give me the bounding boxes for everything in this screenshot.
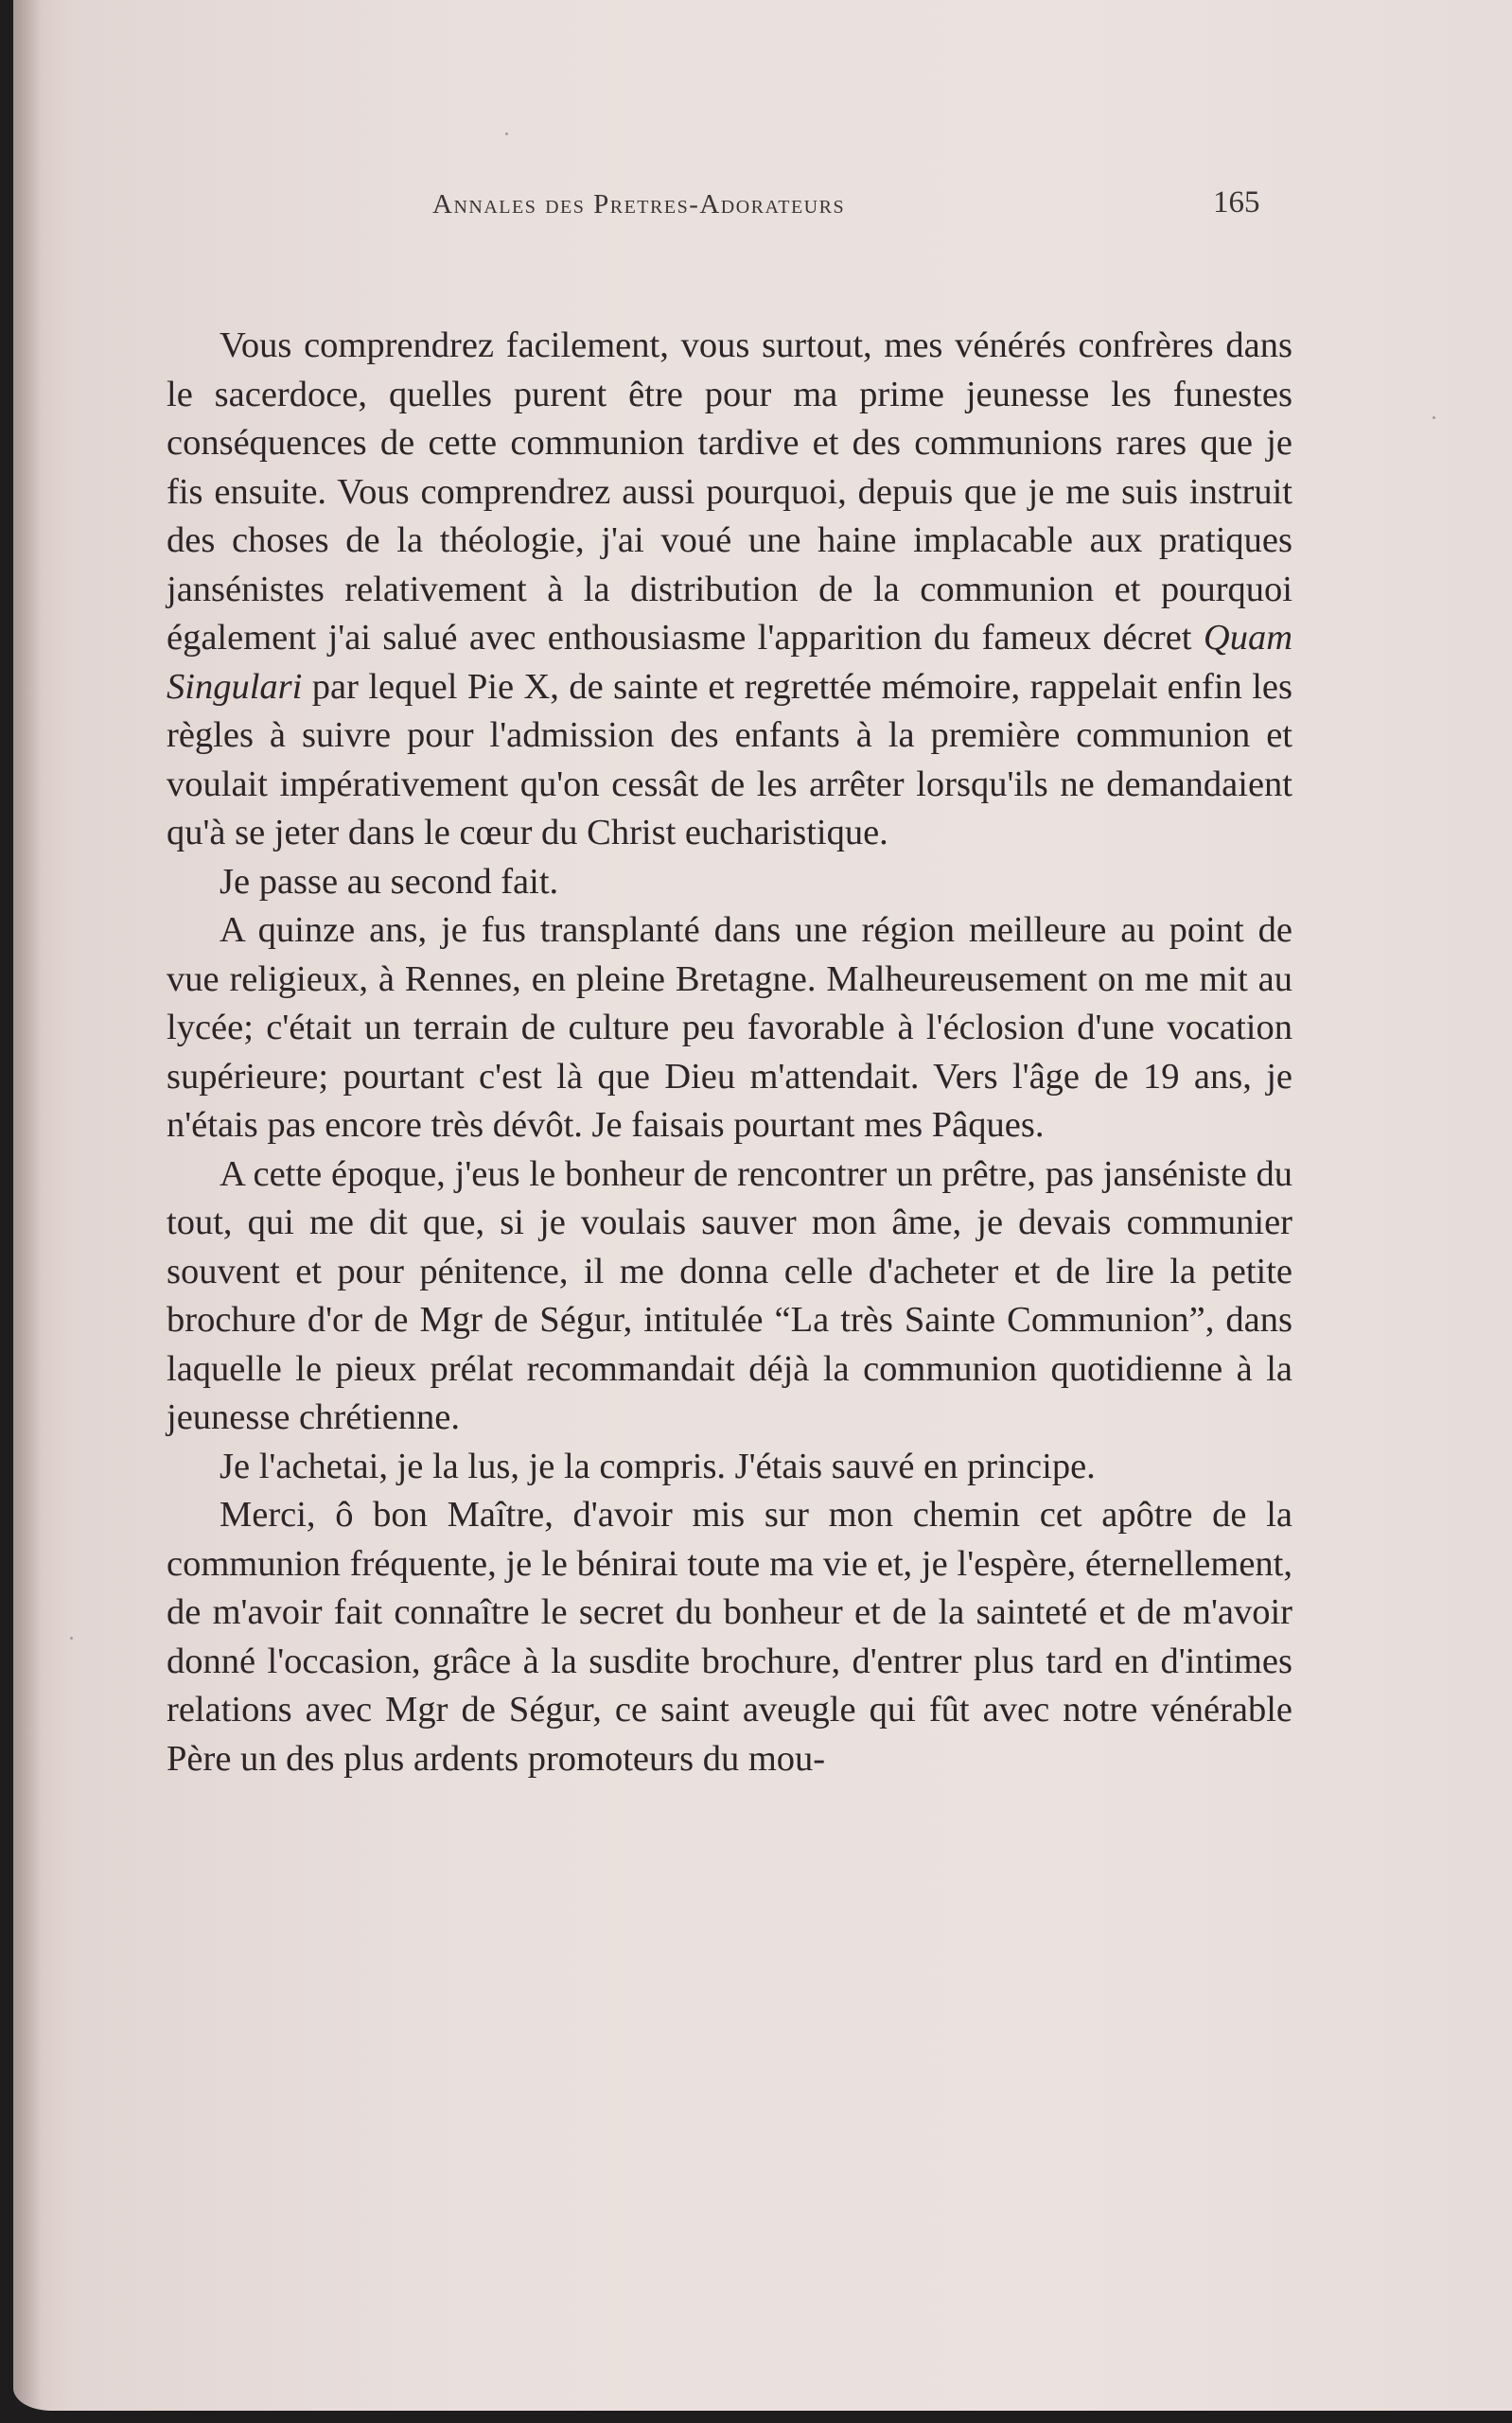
paper-speck [70, 1637, 73, 1640]
paragraph: Merci, ô bon Maître, d'avoir mis sur mon chemin cet apôtre de la communion fréquente, je le bénirai toute ma vie et, je l'espère, éternellement, de m'avoir fait connaître le secret du bonheur et de la sainteté et de m'avoir donné l'occasion, grâce à la susdite brochure, d'entrer plus tard en d'intimes relations avec Mgr de Ségur, ce saint aveugle qui fût avec notre vénérable Père un des plus ardents promoteurs du mou- [167, 1495, 1292, 1779]
book-page [13, 0, 1512, 2411]
paragraph: Vous comprendrez facilement, vous surtout, mes vénérés confrères dans le sacerdoce, quelles purent être pour ma prime jeunesse les funestes conséquences de cette communion tardive et des communions rares que je fis ensuite. Vous comprendrez aussi pourquoi, depuis que je me suis instruit des choses de la théologie, j'ai voué une haine implacable aux pratiques jansénistes relativement à la distribution de la communion et pourquoi également j'ai salué avec enthousiasme l'apparition du fameux décret Quam Singulari par lequel Pie X, de sainte et regrettée mémoire, rappelait enfin les règles à suivre pour l'admission des enfants à la première communion et voulait impérativement qu'on cessât de les arrêter lorsqu'ils ne demandaient qu'à se jeter dans le cœur du Christ eucharistique. [167, 325, 1292, 852]
paper-speck [505, 132, 508, 135]
paragraph: Je passe au second fait. [220, 861, 559, 902]
paragraph: Je l'achetai, je la lus, je la compris. J'étais sauvé en principe. [220, 1446, 1096, 1486]
running-header [13, 185, 1512, 227]
page-number: 165 [1213, 185, 1260, 219]
paragraph: A quinze ans, je fus transplanté dans une région meilleure au point de vue religieux, à Rennes, en pleine Bretagne. Malheureusement on me mit au lycée; c'était un terrain de culture peu favorable à l'éclosion d'une vocation supérieure; pourtant c'est là que Dieu m'attendait. Vers l'âge de 19 ans, je n'étais pas encore très dévôt. Je faisais pourtant mes Pâques. [167, 910, 1292, 1145]
italic-title: Quam Singulari [167, 618, 1292, 707]
body-text [167, 322, 1292, 1783]
spine-shadow [13, 0, 42, 2411]
paragraph: A cette époque, j'eus le bonheur de rencontrer un prêtre, pas janséniste du tout, qui me dit que, si je voulais sauver mon âme, je devais communier souvent et pour pénitence, il me donna celle d'acheter et de lire la petite brochure d'or de Mgr de Ségur, intitulée “La très Sainte Communion”, dans laquelle le pieux prélat recommandait déjà la communion quotidienne à la jeunesse chrétienne. [167, 1153, 1292, 1437]
running-title: Annales des Pretres-Adorateurs [432, 189, 846, 219]
paper-speck [1433, 416, 1435, 419]
